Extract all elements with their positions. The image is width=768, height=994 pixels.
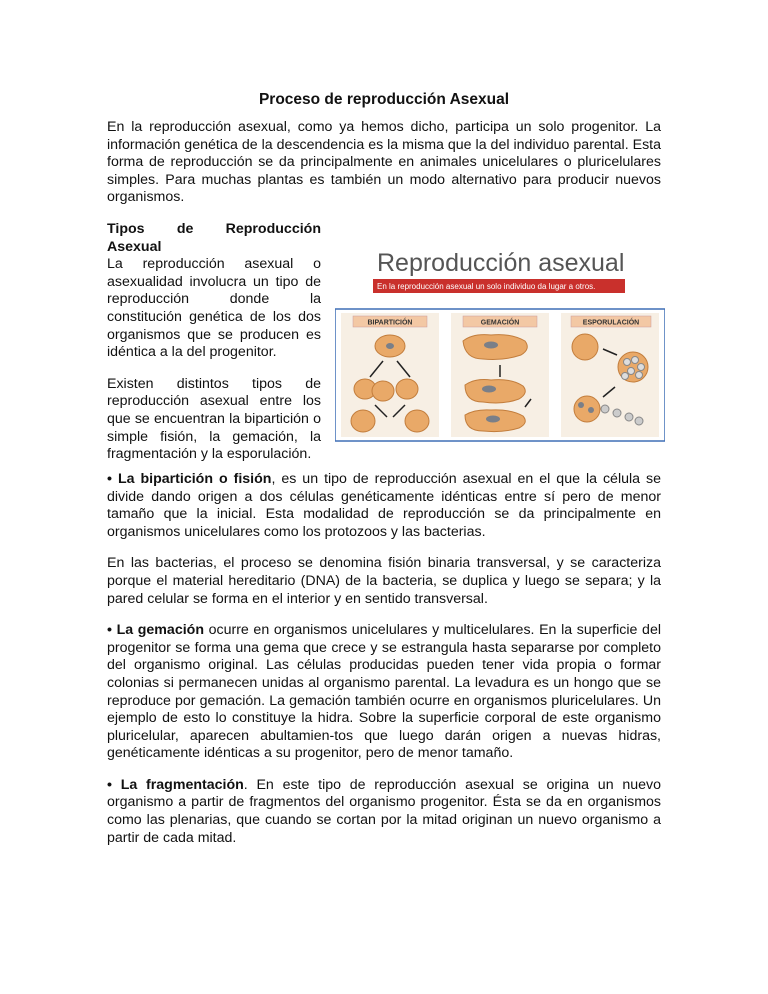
tipos-text-column: [107, 221, 321, 464]
biparticion-paragraph: [107, 471, 661, 541]
tipos-section: [107, 221, 661, 471]
page-title: Proceso de reproducción Asexual: [258, 91, 510, 108]
figure-title: Reproducción asexual: [377, 248, 625, 277]
gemacion-text: ocurre en organismos unicelulares y multicelulares. En la superficie del progenitor se forma una gema que crece y se estrangula hasta separarse por completo del organismo original. Las células producidas pueden tener vida propia o formar colonias si permanecen unidas al organismo parental. La levadura es un hongo que se reproduce por gemación. La gemación también ocurre en organismos pluricelulares. Un ejemplo de esto lo constituye la hidra. Sobre la superficie corporal de este organismo pluricelular, aparecen abultamien-tos que luego darán origen a nuevas hidras, genéticamente idénticas a su progenitor, pero de menor tamaño.: [107, 622, 661, 762]
gemacion-paragraph: [107, 622, 661, 763]
bacterias-paragraph: En las bacterias, el proceso se denomina fisión binaria transversal, y se caracteriza porque el material hereditario (DNA) de la bacteria, se duplica y luego se separa; y la pared celular se forma en el interior y en sentido transversal.: [107, 555, 661, 607]
label-esporulacion: ESPORULACIÓN: [582, 319, 640, 327]
fragmentacion-paragraph: [107, 777, 661, 847]
intro-paragraph: En la reproducción asexual, como ya hemos dicho, participa un solo progenitor. La información genética de la descendencia es la misma que la del individuo parental. Esta forma de reproducción se da principalmente en animales unicelulares o pluricelulares simples. Para muchas plantas es también un modo alternativo para producir nuevos organismos.: [107, 119, 661, 206]
biparticion-lead: • La bipartición o fisión: [107, 470, 272, 487]
fragmentacion-text: . En este tipo de reproducción asexual se origina un nuevo organismo a partir de fragmentos del organismo progenitor. Ésta se da en organismos como las plenarias, que cuando se cortan por la mitad originan un nuevo organismo a partir de cada mitad.: [107, 776, 661, 846]
gemacion-lead: • La gemación: [107, 622, 204, 639]
biparticion-text: , es un tipo de reproducción asexual en el que la célula se divide dando origen a dos células genéticamente idénticas entre sí pero de menor tamaño que la inicial. Esta modalidad de reproducción se da principalmente en organismos unicelulares como los protozoos y las bacterias.: [107, 470, 661, 540]
tipos-paragraph-1: La reproducción asexual o asexualidad involucra un tipo de reproducción donde la constitución genética de los dos organismos que se producen es idéntica a la del progenitor.: [107, 256, 321, 361]
figure-subtitle: En la reproducción asexual un solo individuo da lugar a otros.: [377, 281, 596, 291]
fragmentacion-lead: • La fragmentación: [107, 776, 244, 793]
label-biparticion: BIPARTICIÓN: [367, 319, 413, 327]
asexual-reproduction-figure: [335, 229, 665, 459]
document-page: [107, 90, 661, 847]
tipos-paragraph-2: Existen distintos tipos de reproducción asexual entre los que se encuentran la bipartición o simple fisión, la gemación, la fragmentación y la esporulación.: [107, 375, 321, 463]
label-gemacion: GEMACIÓN: [480, 319, 520, 327]
tipos-heading: Tipos de Reproducción Asexual: [107, 220, 321, 255]
